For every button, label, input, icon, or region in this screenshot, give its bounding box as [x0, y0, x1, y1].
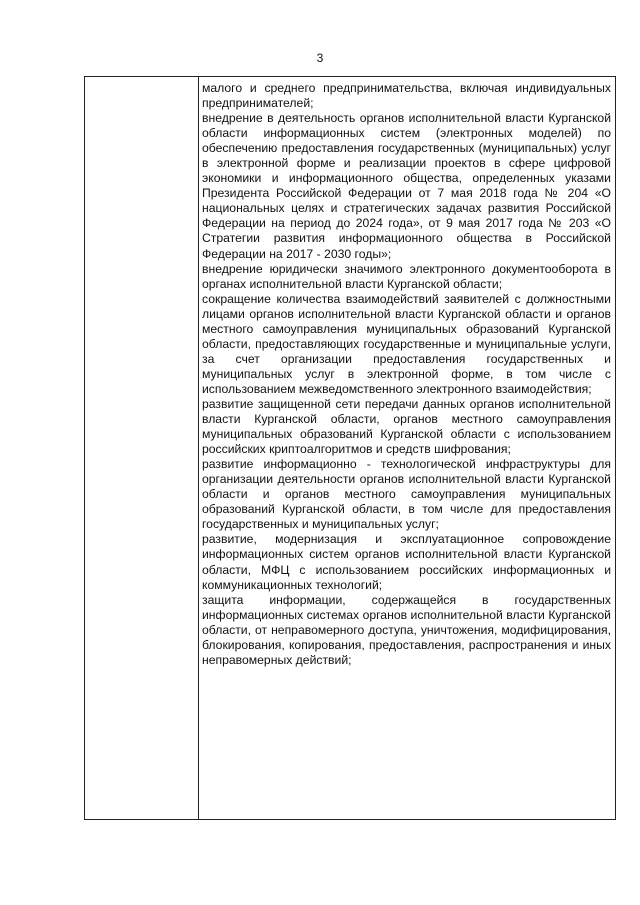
- document-table: [84, 76, 616, 820]
- paragraph-reduce-interactions: сокращение количества взаимодействий заявителей с должностными лицами органов исполнительной власти Курганской области и органов местного самоуправления муниципальных образований Курганской области, предоставляющих государственные и муниципальные услуги, за счет организации предоставления государственных и муниципальных услуг в электронной форме, в том числе с использованием межведомственного электронного взаимодействия;: [202, 291, 611, 396]
- paragraph-information-protection: защита информации, содержащейся в государственных информационных системах органов исполнительной власти Курганской области, от неправомерного доступа, уничтожения, модифицирования, блокирования, копирования, предоставления, распространения и иных неправомерных действий;: [202, 592, 611, 667]
- page-number: 3: [316, 51, 324, 65]
- paragraph-entrepreneurship: малого и среднего предпринимательства, включая индивидуальных предпринимателей;: [202, 81, 611, 111]
- table-right-column: [202, 81, 611, 668]
- table-left-column: [85, 77, 199, 819]
- paragraph-it-infrastructure: развитие информационно - технологической инфраструктуры для организации деятельности органов исполнительной власти Курганской области и органов местного самоуправления муниципальных образований Курганской области, в том числе для предоставления государственных и муниципальных услуг;: [202, 457, 611, 532]
- paragraph-system-modernization: развитие, модернизация и эксплуатационное сопровождение информационных систем органов исполнительной власти Курганской области, МФЦ с использованием российских информационных и коммуникационных технологий;: [202, 532, 611, 592]
- paragraph-electronic-document-flow: внедрение юридически значимого электронного документооборота в органах исполнительной власти Курганской области;: [202, 261, 611, 291]
- paragraph-information-systems: внедрение в деятельность органов исполнительной власти Курганской области информационных систем (электронных моделей) по обеспечению предоставления государственных (муниципальных) услуг в электронной форме и реализации проектов в сфере цифровой экономики и информационного общества, определенных указами Президента Российской Федерации от 7 мая 2018 года № 204 «О национальных целях и стратегических задачах развития Российской Федерации на период до 2024 года», от 9 мая 2017 года № 203 «О Стратегии развития информационного общества в Российской Федерации на 2017 - 2030 годы»;: [202, 111, 611, 261]
- paragraph-secure-network: развитие защищенной сети передачи данных органов исполнительной власти Курганской области, органов местного самоуправления муниципальных образований Курганской области с использованием российских криптоалгоритмов и средств шифрования;: [202, 396, 611, 457]
